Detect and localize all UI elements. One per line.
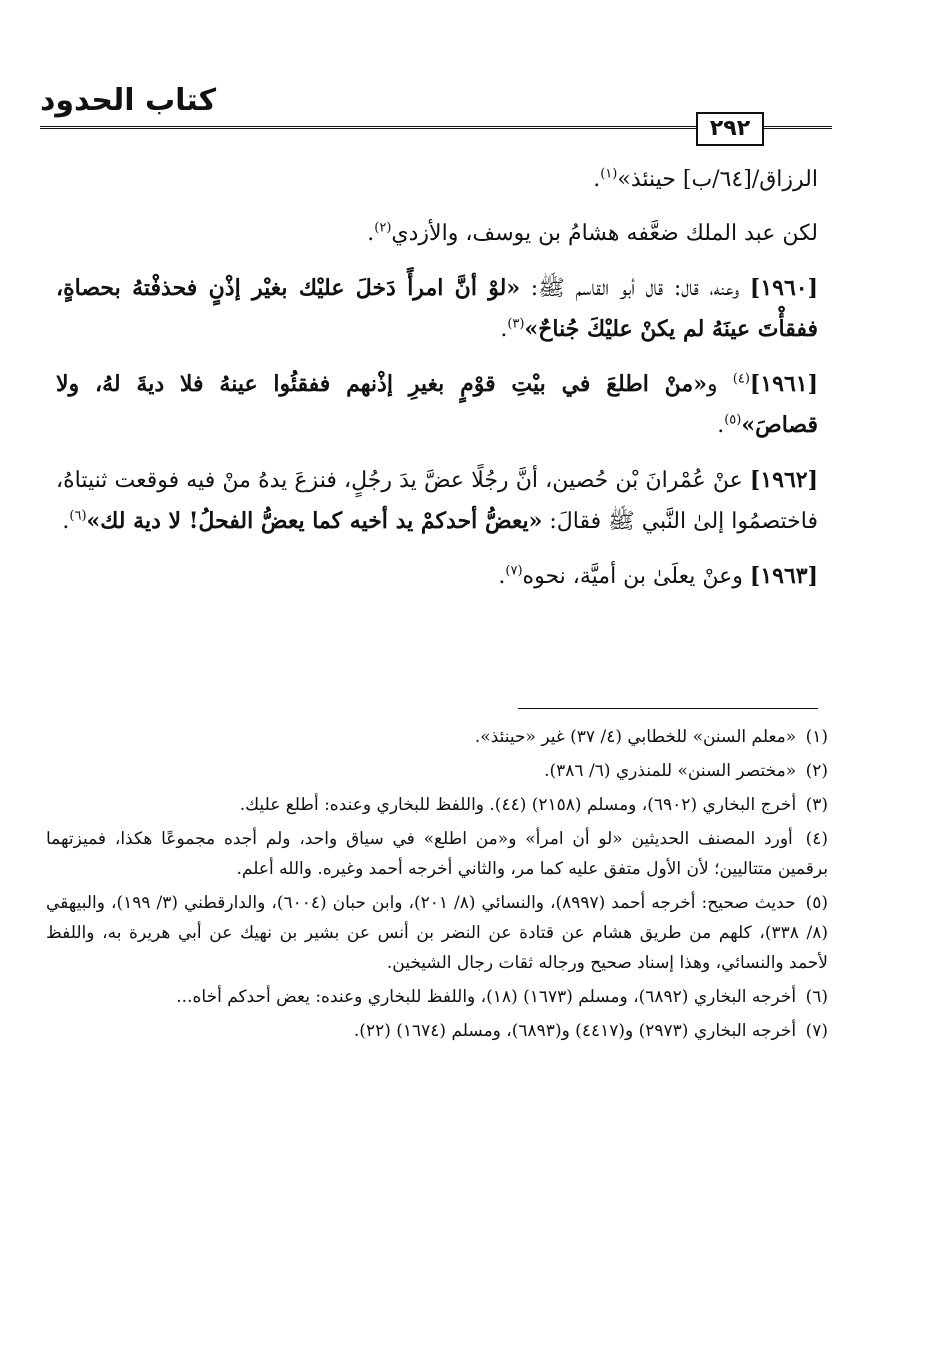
footnote-number: (٤) [805, 829, 828, 849]
footnote-5 [46, 888, 828, 978]
hadith-quote: «يعضُّ أحدكمْ يد أخيه كما يعضُّ الفحلُ! لا دية لك» [86, 508, 543, 534]
footnote-ref: (٤) [732, 371, 750, 387]
hadith-quote: «لوْ أنَّ امرأً دَخلَ عليْك بغيْر إذْنٍ فحذفْتهُ بحصاةٍ، ففقأْتَ عينَهُ لم يكنْ عليْكَ جُناحٌ» [56, 275, 818, 342]
paragraph-note [56, 214, 818, 254]
hadith-number: [١٩٦٠] [749, 275, 818, 301]
footnote-number: (٧) [805, 1021, 828, 1041]
footnote-7 [46, 1016, 828, 1046]
hadith-intro: وعنْ يعلَىٰ بن أميَّة، نحوه [522, 564, 750, 589]
hadith-number: [١٩٦٣] [749, 563, 818, 589]
footnote-text: أخرجه البخاري (٦٨٩٢)، ومسلم (١٦٧٣) (١٨)، واللفظ للبخاري وعنده: يعض أحدكم أخاه... [176, 987, 797, 1007]
footnote-number: (٣) [805, 795, 828, 815]
footnotes [46, 722, 828, 1050]
hadith-1963 [56, 556, 818, 597]
hadith-quote: «منْ اطلعَ في بيْتِ قوْمٍ بغيرِ إذْنهم ففقئُوا عينهُ فلا ديةَ لهُ، ولا قصاصَ» [56, 371, 818, 438]
footnote-text: «مختصر السنن» للمنذري (٦/ ٣٨٦). [544, 761, 797, 781]
footnote-ref: (٣) [507, 316, 525, 332]
footnote-text: أخرجه البخاري (٢٩٧٣) و(٤٤١٧) و(٦٨٩٣)، ومسلم (١٦٧٤) (٢٢). [353, 1021, 797, 1041]
footnote-6 [46, 982, 828, 1012]
footnote-ref: (٦) [69, 508, 87, 524]
punctuation: . [717, 413, 725, 438]
footnote-number: (٦) [805, 987, 828, 1007]
footnote-ref: (٢) [374, 220, 392, 236]
footnote-4 [46, 824, 828, 884]
footnote-number: (١) [805, 727, 828, 747]
punctuation: . [62, 509, 70, 534]
footnote-ref: (١) [600, 166, 618, 182]
punctuation: . [500, 317, 508, 342]
punctuation: . [498, 564, 506, 589]
footnote-ref: (٧) [505, 563, 523, 579]
punctuation: . [593, 167, 601, 192]
page-header [40, 78, 832, 148]
footnote-number: (٢) [805, 761, 828, 781]
hadith-number: [١٩٦١] [749, 371, 818, 397]
paragraph-text: لكن عبد الملك ضعَّفه هشامُ بن يوسف، والأزدي [391, 221, 818, 246]
page-number: ٢٩٢ [696, 112, 764, 146]
paragraph-text: الرزاق/[٦٤/ب] حينئذ» [617, 167, 818, 192]
footnote-1 [46, 722, 828, 752]
hadith-1962 [56, 460, 818, 542]
hadith-number: [١٩٦٢] [749, 467, 818, 493]
footnote-text: أخرج البخاري (٦٩٠٢)، ومسلم (٢١٥٨) (٤٤). واللفظ للبخاري وعنده: أطلع عليك. [239, 795, 797, 815]
main-text [56, 160, 818, 611]
footnote-text: «معلم السنن» للخطابي (٤/ ٣٧) غير «حينئذ». [474, 727, 797, 747]
punctuation: . [367, 221, 375, 246]
hadith-intro: وعنه، قال: قال أبو القاسم ﷺ: [520, 276, 750, 301]
hadith-intro: و [706, 372, 733, 397]
footnote-text: حديث صحيح: أخرجه أحمد (٨٩٩٧)، والنسائي (٨/ ٢٠١)، وابن حبان (٦٠٠٤)، والدارقطني (٣/ ١٩٩)، والبيهقي (٨/ ٣٣٨)، كلهم من طريق هشام عن قتادة عن النضر بن أنس عن بشير بن نهيك عن أبي هريرة به، واللفظ لأحمد والنسائي، وهذا إسناد صحيح ورجاله ثقات رجال الشيخين. [46, 893, 828, 973]
footnote-number: (٥) [805, 893, 829, 913]
hadith-intro: عنْ عُمْرانَ بْن حُصين، أنَّ رجُلًا عضَّ يدَ رجُلٍ، فنزعَ يدهُ منْ فيه فوقعت ثنيتاهُ، فاختصمُوا إلىٰ النَّبي ﷺ فقالَ: [56, 468, 818, 534]
paragraph-continuation [56, 160, 818, 200]
footnote-separator [518, 708, 818, 709]
footnote-2 [46, 756, 828, 786]
footnote-text: أورد المصنف الحديثين «لو أن امرأ» و«من اطلع» في سياق واحد، ولم أجده مجموعًا هكذا، فميزتهما برقمين متتاليين؛ لأن الأول متفق عليه كما مر، والثاني أخرجه أحمد وغيره. والله أعلم. [46, 829, 828, 879]
hadith-1961 [56, 364, 818, 446]
footnote-3 [46, 790, 828, 820]
footnote-ref: (٥) [724, 412, 742, 428]
book-title: كتاب الحدود [40, 83, 217, 118]
hadith-1960 [56, 268, 818, 350]
